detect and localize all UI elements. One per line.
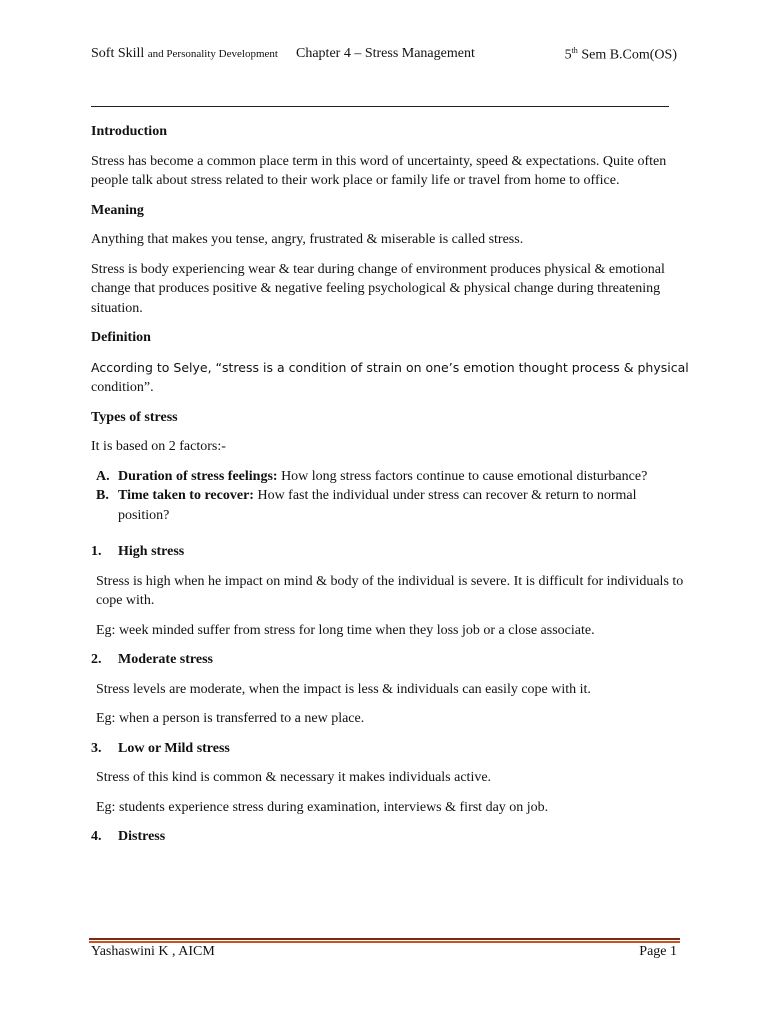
footer-rule-dark bbox=[89, 938, 680, 940]
header-subject-main: Soft Skill bbox=[91, 46, 145, 61]
header-divider bbox=[91, 106, 669, 107]
factor-text: How fast the individual under stress can recover & return to normal position? bbox=[118, 488, 637, 523]
stress-type-title: Moderate stress bbox=[118, 652, 213, 667]
stress-type-title: High stress bbox=[118, 544, 185, 559]
stress-type-example: Eg: when a person is transferred to a new place. bbox=[96, 711, 365, 726]
stress-type-heading bbox=[91, 827, 691, 847]
footer-rule-light bbox=[89, 941, 680, 943]
stress-type-number: 2. bbox=[91, 652, 102, 667]
stress-type-heading bbox=[91, 650, 691, 670]
header-semester-suffix: th bbox=[571, 46, 578, 55]
list-item bbox=[91, 486, 691, 525]
stress-type-heading bbox=[91, 739, 691, 759]
stress-type-example: Eg: week minded suffer from stress for long time when they loss job or a close associate. bbox=[96, 622, 595, 638]
stress-type-example: Eg: students experience stress during examination, interviews & first day on job. bbox=[96, 799, 549, 815]
meaning-paragraph-2: Stress is body experiencing wear & tear during change of environment produces physical & emotional change that produces positive & negative feeling psychological & physical change during threatening situation. bbox=[91, 261, 665, 316]
meaning-heading: Meaning bbox=[91, 202, 144, 218]
factor-text: How long stress factors continue to cause emotional disturbance? bbox=[277, 468, 648, 484]
stress-type-number: 4. bbox=[91, 829, 102, 844]
stress-type-description: Stress is high when he impact on mind & body of the individual is severe. It is difficult for individuals to cope with. bbox=[96, 573, 684, 608]
types-intro: It is based on 2 factors:- bbox=[91, 439, 226, 454]
list-item bbox=[91, 467, 691, 487]
definition-heading: Definition bbox=[91, 330, 151, 345]
header-semester-number: 5 bbox=[564, 47, 572, 63]
meaning-paragraph-1: Anything that makes you tense, angry, frustrated & miserable is called stress. bbox=[91, 232, 524, 247]
header-subject bbox=[91, 46, 278, 62]
stress-type-number: 1. bbox=[91, 544, 102, 559]
types-heading: Types of stress bbox=[91, 409, 178, 425]
footer-author: Yashaswini K , AICM bbox=[91, 944, 215, 959]
factor-marker: A. bbox=[96, 468, 110, 484]
header-subject-small: and Personality Development bbox=[147, 48, 278, 60]
intro-heading: Introduction bbox=[91, 124, 167, 139]
page-number: Page 1 bbox=[639, 944, 677, 959]
document-body bbox=[91, 122, 691, 857]
stress-type-description: Stress levels are moderate, when the impact is less & individuals can easily cope with it. bbox=[96, 681, 591, 697]
definition-quote-end: condition”. bbox=[91, 380, 154, 395]
factor-list bbox=[91, 467, 691, 526]
header-chapter: Chapter 4 – Stress Management bbox=[296, 46, 475, 61]
header-semester-text: Sem B.Com(OS) bbox=[581, 47, 677, 63]
factor-title: Duration of stress feelings: bbox=[118, 468, 278, 484]
factor-marker: B. bbox=[96, 488, 109, 503]
stress-type-description: Stress of this kind is common & necessary it makes individuals active. bbox=[96, 770, 492, 785]
header-semester bbox=[565, 46, 677, 64]
definition-quote: According to Selye, “stress is a condition of strain on one’s emotion thought process & physical bbox=[91, 359, 689, 375]
stress-type-number: 3. bbox=[91, 740, 102, 756]
intro-paragraph: Stress has become a common place term in this word of uncertainty, speed & expectations. Quite often people talk about stress related to their work place or family life or travel from home to office. bbox=[91, 153, 667, 188]
stress-type-heading bbox=[91, 542, 691, 562]
stress-type-title: Distress bbox=[118, 829, 166, 844]
definition-paragraph bbox=[91, 358, 691, 398]
stress-type-title: Low or Mild stress bbox=[118, 740, 230, 756]
running-header bbox=[91, 46, 677, 66]
factor-title: Time taken to recover: bbox=[118, 488, 254, 503]
